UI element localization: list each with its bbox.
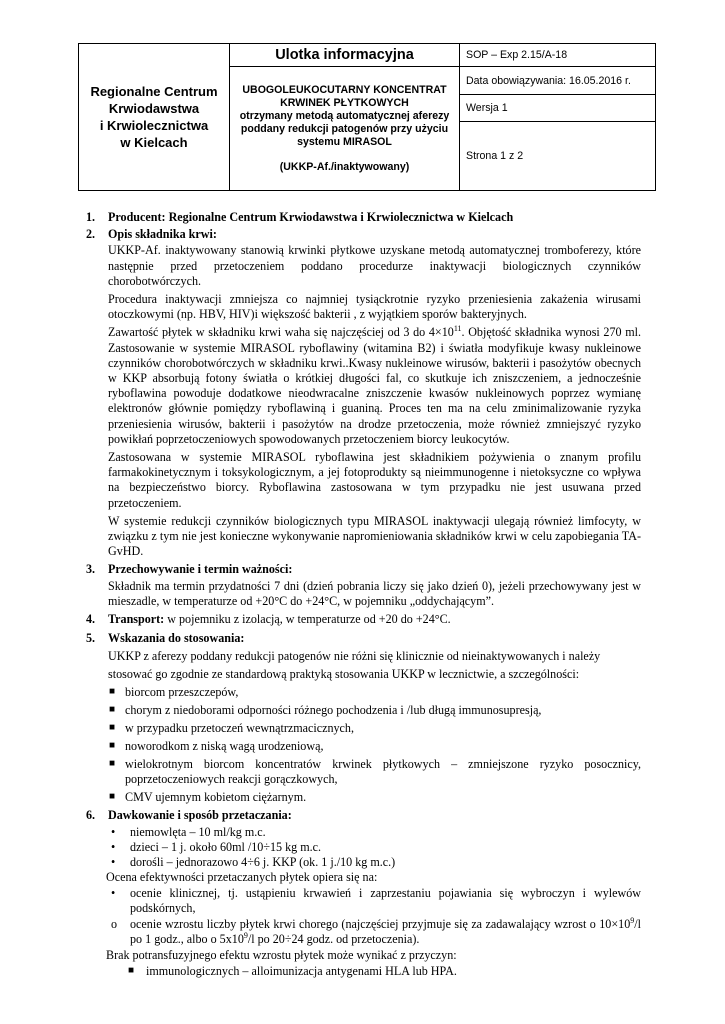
list-item [108,721,641,736]
item-text: CMV ujemnym kobietom ciężarnym. [125,790,307,805]
section-title: Producent: Regionalne Centrum Krwiodawstwa i Krwiolecznictwa w Kielcach [108,210,514,224]
square-bullet-icon: ■ [128,964,135,976]
item-text: chorym z niedoborami odporności różnego pochodzenia i /lub długą immunosupresją, [125,703,542,718]
list-item [86,840,641,855]
bullet-icon: • [111,885,116,900]
org-line: i Krwiolecznictwa [99,118,209,133]
paragraph [108,325,641,447]
section-body [86,647,641,805]
superscript: 9 [243,931,248,941]
bullet-icon: • [111,824,116,839]
square-bullet-icon: ■ [109,758,116,770]
desc-line: systemu MIRASOL [297,135,392,148]
desc-line: poddany redukcji patogenów przy użyciu [240,122,449,135]
indications-list [108,685,641,805]
text-line: stosować go zgodnie ze standardową praktyką stosowania UKKP w lecznictwie, a szczególności: [108,667,580,682]
title-rest: w pojemniku z izolacją, w temperaturze od +20 do +24°C. [164,612,451,627]
org-line: Krwiodawstwa [108,101,200,116]
paragraph: W systemie redukcji czynników biologicznych typu MIRASOL inaktywacji ulegają również limfocyty, w związku z tym nie jest konieczne wykonywanie napromieniowania składników krwi w celu zapobiegania TA-GvHD. [108,513,641,559]
product-description-cell [230,67,460,191]
title-text: Transport: [108,612,165,627]
section-body [86,243,641,559]
section-number: 3. [86,562,96,577]
section-number: 2. [86,227,96,242]
paragraph: Składnik ma termin przydatności 7 dni (dzień pobrania liczy się jako dzień 0), jeżeli przechowywany jest w mieszadle, w temperaturze od +20°C do +24°C, w pojemniku „oddychającym”. [108,578,641,608]
item-text: dzieci – 1 j. około 60ml /10÷15 kg m.c. [130,839,322,854]
list-item [86,886,641,916]
desc-line: KRWINEK PŁYTKOWYCH [280,96,409,109]
square-bullet-icon: ■ [109,740,116,752]
section-dosage [86,808,641,978]
section-number: 6. [86,808,96,823]
bullet-icon: • [111,855,116,870]
list-item [86,964,641,979]
causes-list [86,964,641,979]
item-text: noworodkom z niską wagą urodzeniową, [125,739,324,754]
section-title [86,612,641,627]
header-table [78,43,656,191]
section-number: 5. [86,631,96,646]
section-body [86,579,641,609]
org-line: Regionalne Centrum [90,84,218,99]
validity-date: Data obowiązywania: 16.05.2016 r. [460,67,656,95]
list-item [108,739,641,754]
item-text: immunologicznych – alloimunizacja antygenami HLA lub HPA. [146,963,457,978]
list-item [108,790,641,805]
section-indications [86,631,641,805]
item-text: wielokrotnym biorcom koncentratów krwinek płytkowych – zmniejszone ryzyko posocznicy, poprzetoczeniowych reakcji gorączkowych, [125,757,641,787]
dosage-list [86,825,641,871]
item-text: w przypadku przetoczeń wewnątrzmacicznych, [125,721,354,736]
page-number: Strona 1 z 2 [460,122,656,191]
item-text: /l po 20÷24 godz. od przetoczenia). [247,932,420,947]
superscript: 11 [453,324,462,334]
version: Wersja 1 [460,95,656,122]
evaluation-intro: Ocena efektywności przetaczanych płytek opiera się na: [106,870,378,885]
item-text: dorośli – jednorazowo 4÷6 j. KKP (ok. 1 j./10 kg m.c.) [130,855,396,870]
spacer [230,149,459,161]
section-title: Przechowywanie i termin ważności: [108,562,293,577]
org-line: w Kielcach [120,135,188,150]
list-item [86,855,641,870]
square-bullet-icon: ■ [109,791,116,803]
paragraph: UKKP-Af. inaktywowany stanowią krwinki płytkowe uzyskane metodą automatycznej tromboferezy, które następnie przed przetoczeniem poddano procedurze inaktywacji biologicznych czynników chorobotwórczych. [108,243,641,288]
item-text: ocenie wzrostu liczby płytek krwi chorego (najczęściej przyjmuje się za zadawalający wzrost o 10×10 [130,916,631,931]
sop-code: SOP – Exp 2.15/A-18 [460,44,656,67]
document-body [86,210,641,979]
item-text: niemowlęta – 10 ml/kg m.c. [130,824,266,839]
causes-intro: Brak potransfuzyjnego efektu wzrostu płytek może wynikać z przyczyn: [106,948,457,963]
section-title: Wskazania do stosowania: [108,631,245,646]
document-title: Ulotka informacyjna [230,44,460,67]
text: . Objętość składnika wynosi 270 ml. Zastosowanie w systemie MIRASOL ryboflawiny (witamina B2) i światła modyfikuje kwasy nukleinowe czynników chorobotwórczych w składniku krwi..Kwasy nukleinowe wirusów, bakterii i pasożytów obecnych w KKP absorbują fotony światła o krótkiej długości fal, co skutkuje ich zniszczeniem, a jednocześnie ryboflawina powoduje dodatkowe nieodwracalne zniszczenie kwasów nukleinowych poprzez wymianę elektronów głównie pomiędzy ryboflawiną i guaniną. Proces ten ma na celu zminimalizowanie ryzyka przeniesienia wirusów, bakterii i pasożytów na drodze przetoczenia, może również zmniejszyć ryzyko powikłań poprzetoczeniowych spowodowanych przetoczeniem biorcy leukocytów. [108,325,641,446]
section-number: 1. [86,210,96,224]
list-item [108,703,641,718]
paragraph: Zastosowana w systemie MIRASOL ryboflawina jest składnikiem pożywienia o znanym profilu farmakokinetycznym i toksykologicznym, a jej fotoprodukty są nieimmunogenne i nietoksyczne co wpływa na bezpieczeństwo biorcy. Ryboflawina zastosowana w tym przypadku nie jest usuwana przed przetoczeniem. [108,450,641,510]
desc-line: UBOGOLEUKOCUTARNY KONCENTRAT [242,83,447,96]
list-item [86,825,641,840]
item-text: biorcom przeszczepów, [125,685,239,700]
section-number: 4. [86,612,96,627]
square-bullet-icon: ■ [109,704,116,716]
list-item [86,917,641,947]
desc-line: otrzymany metodą automatycznej aferezy [239,109,450,122]
item-text: /l po 1 godz., albo o 5x10 [130,916,641,947]
section-title: Opis składnika krwi: [108,227,217,242]
section-transport [86,612,641,627]
organization-cell [79,44,230,191]
superscript: 9 [630,915,635,925]
bullet-icon: • [111,839,116,854]
list-item [108,685,641,700]
square-bullet-icon: ■ [109,686,116,698]
section-description [86,227,641,559]
paragraph: Procedura inaktywacji zmniejsza co najmniej tysiąckrotnie ryzyko przeniesienia zakażenia wirusami otoczkowymi (np. HBV, HIV)i większość bakterii , z wyjątkiem sporów bakteryjnych. [108,292,641,322]
evaluation-list [86,886,641,948]
circle-bullet-icon: o [111,916,118,931]
section-storage [86,562,641,609]
section-title: Dawkowanie i sposób przetaczania: [108,808,292,823]
product-code: (UKKP-Af./inaktywowany) [279,160,410,173]
item-text: ocenie klinicznej, tj. ustąpieniu krwawień i zaprzestaniu pojawiania się wybroczyn i wylewów podskórnych, [130,885,641,915]
list-item [108,757,641,787]
text: Zawartość płytek w składniku krwi waha się najczęściej od 3 do 4×10 [108,325,454,340]
section-producer [86,210,641,225]
text-line: UKKP z aferezy poddany redukcji patogenów nie różni się klinicznie od nieinaktywowanych i należy [108,649,601,664]
square-bullet-icon: ■ [109,722,116,734]
